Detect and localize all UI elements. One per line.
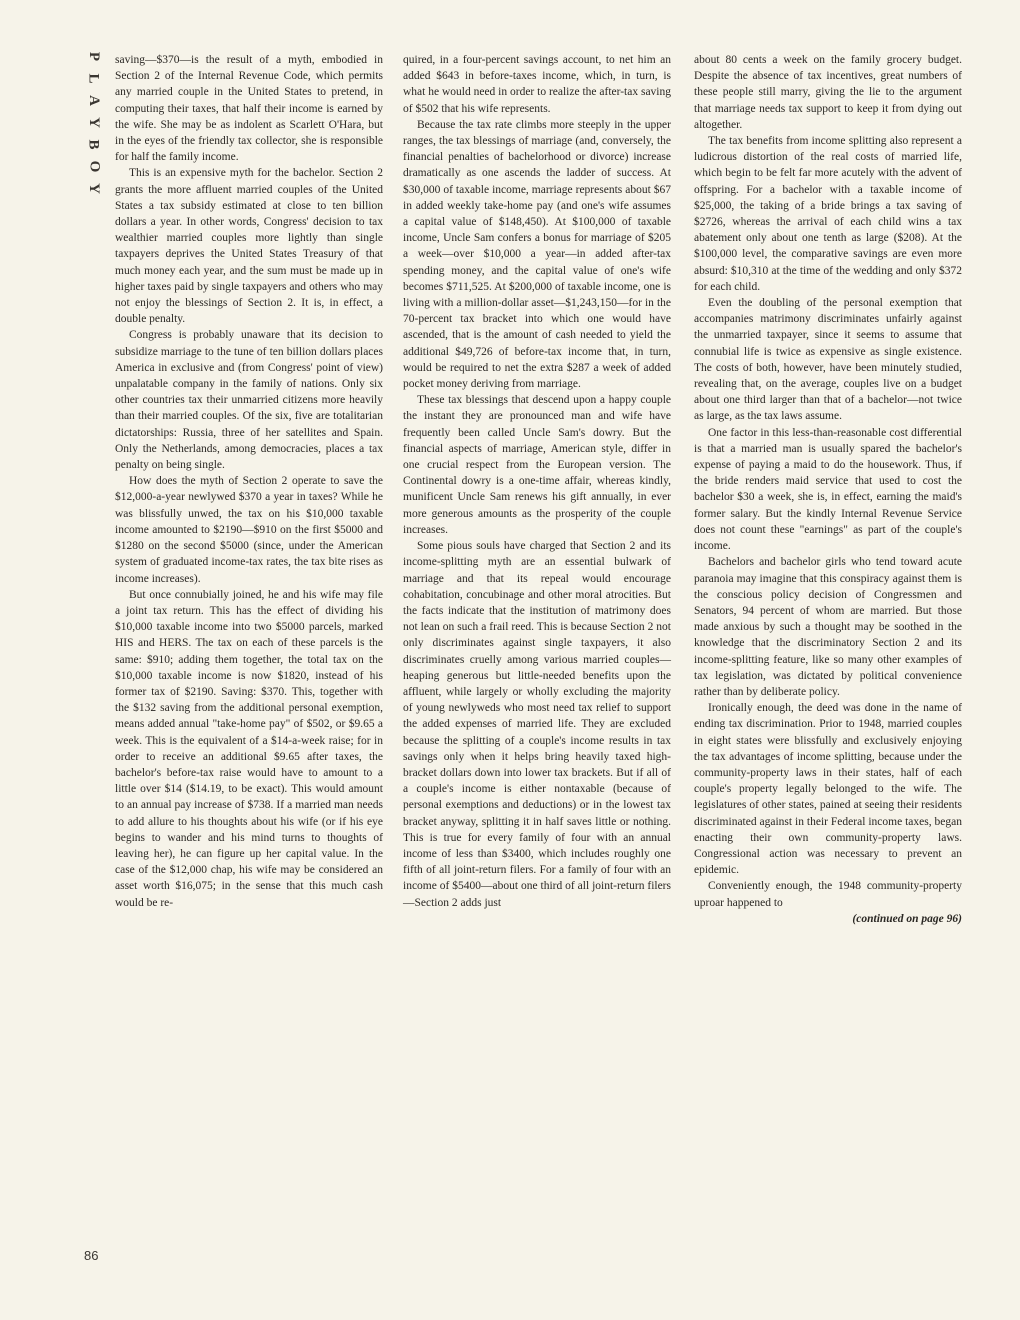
text-column-1 [115, 52, 383, 911]
side-letter: B [85, 139, 102, 151]
magazine-name-vertical [84, 46, 104, 200]
side-letter: L [85, 73, 102, 85]
text-column-2 [403, 52, 671, 911]
paragraph: Even the doubling of the personal exemption that accompanies matrimony discriminates unfairly against the unmarried taxpayer, since it seems to assume that connubial life is twice as expensive as single existence. The costs of both, however, have been minutely studied, revealing that, on the average, couples live on a budget about one third larger than that of a bachelor—not twice as large, as the tax laws assume. [694, 297, 962, 423]
paragraph: The tax benefits from income splitting also represent a ludicrous distortion of the real costs of married life, which begin to be felt far more acutely with the advent of offspring. For a bachelor with a taxable income of $25,000, the taking of a bride brings a tax saving of $2726, whereas the arrival of each child wins a tax abatement only about one tenth as large ($208). At the $100,000 level, the comparative savings are even more absurd: $10,310 at the time of the wedding and only $372 for each child. [694, 135, 962, 293]
paragraph: Ironically enough, the deed was done in the name of ending tax discrimination. Prior to 1948, married couples in eight states were blissfully and exclusively enjoying the tax advantages of income splitting, because under the community-property laws in their states, half of each couple's property legally belonged to the wife. The legislatures of other states, pained at seeing their residents discriminated against in their Federal income taxes, began enacting their own community-property laws. Congressional action was necessary to prevent an epidemic. [694, 702, 962, 877]
paragraph: This is an expensive myth for the bachelor. Section 2 grants the more affluent married couples of the United States a tax subsidy estimated at close to ten billion dollars a year. In other words, Congress' decision to tax wealthier married couples more lightly than single taxpayers deprives the United States Treasury of that much money each year, and the sum must be made up in higher taxes paid by single taxpayers and others who may not enjoy the blessings of Section 2. It is, in effect, a double penalty. [115, 167, 383, 326]
side-letter: Y [86, 117, 102, 129]
paragraph: Congress is probably unaware that its decision to subsidize marriage to the tune of ten billion dollars places America in exclusive and (from Congress' point of view) unpalatable company in the family of nations. Only six other countries tax their unmarried citizens more heavily than their married couples. Of the six, five are totalitarian dictatorships: Russia, three of her satellites and Spain. Only the Netherlands, among democracies, places a tax penalty on being single. [115, 329, 383, 472]
continued-note: (continued on page 96) [852, 912, 962, 925]
paragraph: Conveniently enough, the 1948 community-property uproar happened to [694, 880, 962, 909]
paragraph: Bachelors and bachelor girls who tend toward acute paranoia may imagine that this conspiracy against them is the conscious policy decision of Congressmen and Senators, 94 percent of whom are married. But those made anxious by such a thought may be soothed in the knowledge that the discriminatory Section 2 and its income-splitting feature, like so many other examples of tax legislation, was dictated by political convenience rather than by deliberate policy. [694, 556, 962, 698]
paragraph: How does the myth of Section 2 operate to save the $12,000-a-year newlywed $370 a year in taxes? While he was blissfully unwed, the tax on his $10,000 taxable income amounted to $2190—$910 on the first $5000 and $1280 on the second $5000 (since, under the American system of graduated income-tax rates, the tax bite rises as income increases). [115, 475, 383, 585]
side-letter: A [86, 95, 102, 107]
page-number: 86 [84, 1248, 99, 1263]
paragraph: quired, in a four-percent savings account, to net him an added $643 in before-taxes income, which, in turn, is what he would need in order to realize the after-tax saving of $502 that his wife represents. [403, 54, 671, 115]
paragraph: about 80 cents a week on the family grocery budget. Despite the absence of tax incentives, great numbers of these people still marry, giving the lie to the argument that marriage needs tax support to keep it from dying out altogether. [694, 54, 962, 131]
paragraph: These tax blessings that descend upon a happy couple the instant they are pronounced man and wife have frequently been called Uncle Sam's dowry. But the financial aspects of marriage, American style, differ in one crucial respect from the European version. The Continental dowry is a one-time affair, whereas kindly, munificent Uncle Sam renews his gift annually, in ever more generous amounts as the prosperity of the couple increases. [403, 394, 671, 536]
paragraph: Some pious souls have charged that Section 2 and its income-splitting myth are an essential bulwark of marriage and that its repeal would encourage cohabitation, concubinage and other moral atrocities. But the facts indicate that the institution of matrimony does not lean on such a frail reed. This is because Section 2 not only discriminates against single taxpayers, it also discriminates cruelly among various married couples—heaping generous but little-needed benefits upon the affluent, while largely or wholly excluding the majority of young newlyweds who most need tax relief to support the added expenses of married life. They are excluded because the splitting of a couple's income results in tax savings only when it helps bring heavily taxed high-bracket dollars down into lower tax brackets. But if all of a couple's income is either nontaxable (because of personal exemptions and deductions) or in the lowest tax bracket anyway, splitting it in half saves little or nothing. This is true for every family of four with an annual income of less than $3400, which includes roughly one fifth of all joint-return filers. For a family of four with an income of $5400—about one third of all joint-return filers—Section 2 adds just [403, 540, 671, 909]
side-letter: P [85, 51, 102, 63]
text-column-3 [694, 52, 962, 927]
paragraph: One factor in this less-than-reasonable cost differential is that a married man is usually spared the bachelor's expense of paying a maid to do the housework. Thus, if the bride renders maid service that used to cost the bachelor $30 a week, she is, in effect, earning the maid's former salary. But the kindly Internal Revenue Service does not count these "earnings" as part of the couple's income. [694, 426, 962, 553]
paragraph: Because the tax rate climbs more steeply in the upper ranges, the tax blessings of marriage (and, conversely, the financial penalties of bachelorhood or divorce) increase dramatically as one ascends the ladder of success. At $30,000 of taxable income, marriage represents about $67 in added weekly take-home pay (and one's wife assumes a capital value of $148,450). At $100,000 of taxable income, Uncle Sam confers a bonus for marriage of $205 a week—over $10,000 a year—in added after-tax spending money, and the capital value of one's wife becomes $711,525. At $200,000 of taxable income, one is living with a million-dollar asset—$1,243,150—for in the 70-percent tax bracket into which one would have ascended, that is the amount of cash needed to yield the additional $49,726 of before-tax income that, in turn, would be required to net the extra $287 a week of added pocket money deriving from marriage. [403, 118, 671, 391]
side-letter: O [85, 160, 102, 174]
paragraph: But once connubially joined, he and his wife may file a joint tax return. This has the effect of dividing his $10,000 taxable income into two $5000 parcels, marked HIS and HERS. The tax on each of these parcels is the same: $910; adding them together, the total tax on the $10,000 taxable income is now $1820, instead of his former tax of $2190. Saving: $370. This, together with the $132 saving from the additional personal exemption, means added annual "take-home pay" of $502, or $9.65 a week. This is the equivalent of a $14-a-week raise; for in order to receive an additional $9.65 after taxes, the bachelor's before-tax raise would have to amount to a little over $14 ($14.19, to be exact). This would amount to an annual pay increase of $738. If a married man needs to add allure to his thoughts about his wife (or if his eye begins to wander and his mind turns to thoughts of leaving her), he can figure up her capital value. In the case of the $12,000 chap, his wife may be considered an asset worth $16,075; in the sense that this much cash would be re- [115, 588, 383, 909]
side-letter: Y [86, 183, 102, 195]
paragraph: saving—$370—is the result of a myth, embodied in Section 2 of the Internal Revenue Code, which permits any married couple in the United States to pretend, in computing their taxes, that half their income is earned by the wife. She may be as indolent as Scarlett O'Hara, but in the eyes of the friendly tax collector, she is responsible for half the family income. [115, 54, 383, 164]
